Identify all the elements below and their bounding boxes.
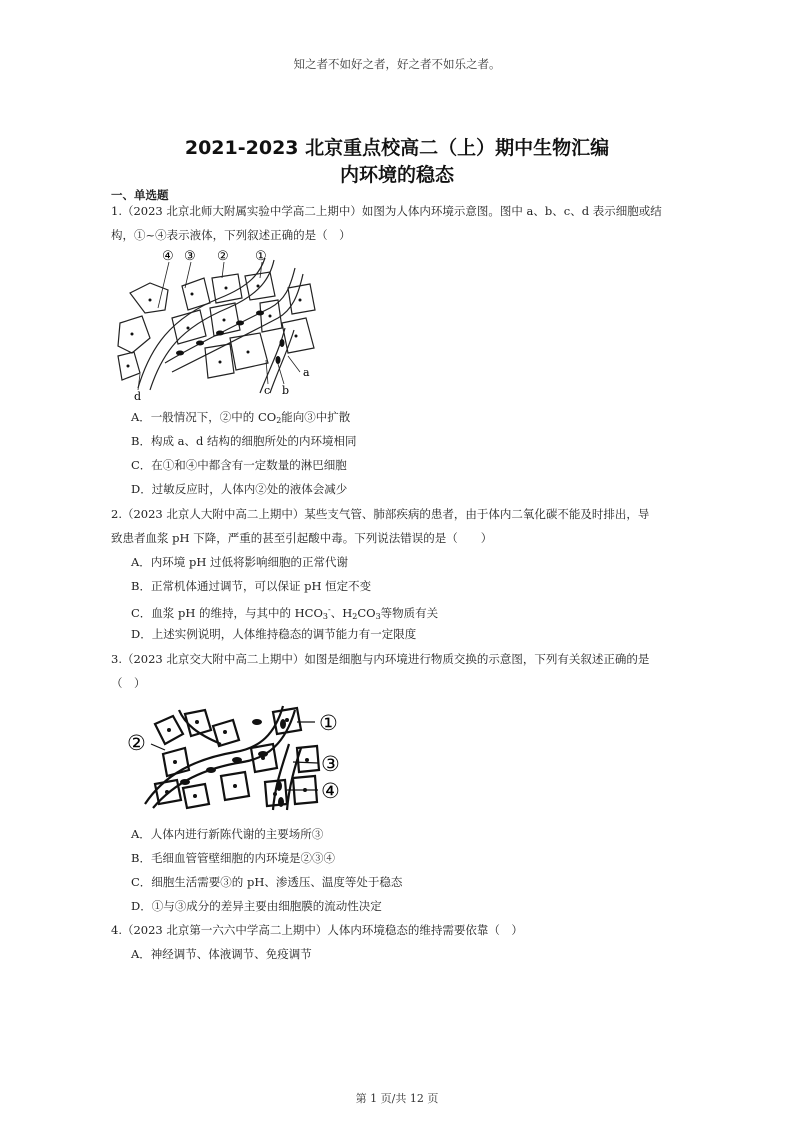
q3-fig-label-4: ④ [321, 779, 340, 803]
page-subtitle: 内环境的稳态 [339, 164, 454, 186]
q4-stem-line1: 4.（2023 北京第一六六中学高二上期中）人体内环境稳态的维持需要依靠（ ） [111, 923, 523, 937]
q2-option-c: C．血浆 pH 的维持，与其中的 $HCO_3^-$、$H_2CO_3$等物质有关 [131, 605, 439, 621]
page-header-motto: 知之者不如好之者，好之者不如乐之者。 [293, 57, 501, 71]
page-title: 2021-2023 北京重点校高二（上）期中生物汇编 [184, 137, 610, 159]
q4-option-a: A．神经调节、体液调节、免疫调节 [131, 947, 312, 961]
q2-stem-line2: 致患者血浆 pH 下降，严重的甚至引起酸中毒。下列说法错误的是（ ） [111, 531, 493, 545]
q2-option-b: B．正常机体通过调节，可以保证 pH 恒定不变 [131, 579, 372, 593]
q3-option-b: B．毛细血管管壁细胞的内环境是②③④ [131, 851, 335, 865]
q1-option-c: C．在①和④中都含有一定数量的淋巴细胞 [131, 458, 347, 472]
q3-option-a: A．人体内进行新陈代谢的主要场所③ [131, 827, 324, 841]
q3-stem-line1: 3.（2023 北京交大附中高二上期中）如图是细胞与内环境进行物质交换的示意图，下列有关叙述正确的是 [111, 652, 650, 666]
q1-fig-label-1: ① [255, 249, 267, 264]
q1-figure-internal-environment [110, 248, 325, 400]
q1-fig-label-2: ② [217, 249, 229, 264]
section-heading: 一、单选题 [111, 188, 169, 202]
q1-stem-line1: 1.（2023 北京北师大附属实验中学高二上期中）如图为人体内环境示意图。图中 a、b、c、d 表示细胞或结 [111, 204, 662, 218]
q2-stem-line1: 2.（2023 北京人大附中高二上期中）某些支气管、肺部疾病的患者，由于体内二氧化碳不能及时排出，导 [111, 507, 650, 521]
q1-fig-label-4: ④ [162, 249, 174, 264]
q1-fig-label-d: d [134, 390, 142, 400]
q3-fig-label-2: ② [127, 731, 146, 755]
q1-option-d: D．过敏反应时，人体内②处的液体会减少 [131, 482, 348, 496]
q1-option-b: B．构成 a、d 结构的细胞所处的内环境相同 [131, 434, 357, 448]
q1-fig-label-a: a [303, 366, 310, 379]
q1-option-a: A．一般情况下，②中的 $CO_2$能向③中扩散 [131, 410, 351, 425]
q2-option-a: A．内环境 pH 过低将影响细胞的正常代谢 [131, 555, 349, 569]
q3-option-c: C．细胞生活需要③的 pH、渗透压、温度等处于稳态 [131, 875, 403, 889]
q1-fig-label-3: ③ [184, 249, 196, 264]
q1-fig-label-c: c [264, 384, 271, 397]
q3-fig-label-3: ③ [321, 752, 340, 776]
q2-option-d: D．上述实例说明，人体维持稳态的调节能力有一定限度 [131, 627, 417, 641]
page-footer-number: 第 1 页/共 12 页 [355, 1092, 439, 1105]
q1-fig-label-b: b [282, 384, 290, 397]
q1-stem-line2: 构，①~④表示液体，下列叙述正确的是（ ） [111, 228, 351, 242]
q3-fig-label-1: ① [319, 711, 338, 735]
q3-stem-line2: （ ） [111, 676, 146, 690]
q3-option-d: D．①与③成分的差异主要由细胞膜的流动性决定 [131, 899, 382, 913]
q3-figure-material-exchange [125, 704, 350, 814]
